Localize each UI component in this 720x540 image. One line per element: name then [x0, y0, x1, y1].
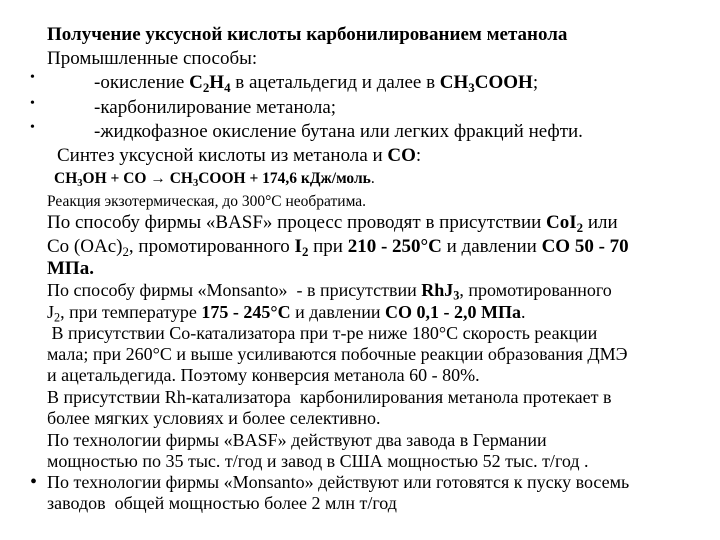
monsanto-line-1: По способу фирмы «Monsanto» - в присутствии RhJ$_3$, промотированного — [47, 280, 612, 303]
page-title: Получение уксусной кислоты карбонилированием метанола — [47, 24, 568, 45]
synthesis-heading: Синтез уксусной кислоты из метанола и СО: — [57, 145, 422, 166]
plants-line-3: По технологии фирмы «Monsanto» действуют или готовятся к пуску восемь — [47, 472, 630, 492]
basf-line-2: Со $(OAc)_2$, промотированного $I_2$ при 210 - 250°С и давлении СО 50 - 70 — [47, 236, 629, 259]
co-catalyst-line-3: и ацетальдегида. Поэтому конверсия метанола 60 - 80%. — [47, 365, 480, 385]
reaction-note: Реакция экзотермическая, до 300°С необратима. — [47, 193, 367, 210]
co-catalyst-line-2: мала; при 260°С и выше усиливаются побочные реакции образования ДМЭ — [47, 344, 628, 364]
co-catalyst-line-1: В присутствии Со-катализатора при т-ре ниже 180°С скорость реакции — [47, 323, 598, 343]
reaction-equation: $СН_3ОН$ + СО → $СН_3СООН + 174,6$ кДж/моль. — [54, 170, 375, 190]
basf-line-3: МПа. — [47, 258, 94, 279]
monsanto-line-2: $J_2$, при температуре 175 - 245°С и давлении СО 0,1 - 2,0 МПа. — [47, 302, 526, 325]
bullet-method-2: • — [30, 96, 35, 111]
plants-line-4: заводов общей мощностью более 2 млн т/год — [47, 493, 397, 513]
bullet-plants: • — [30, 471, 38, 493]
plants-line-2: мощностью по 35 тыс. т/год и завод в США мощностью 52 тыс. т/год . — [47, 451, 589, 471]
plants-line-1: По технологии фирмы «BASF» действуют два завода в Германии — [47, 430, 547, 450]
rh-catalyst-line-1: В присутствии Rh-катализатора карбонилирования метанола протекает в — [47, 387, 612, 407]
industrial-heading: Промышленные способы: — [47, 48, 258, 69]
method-liquid-phase-oxidation: -жидкофазное окисление бутана или легких фракций нефти. — [94, 121, 583, 142]
method-carbonylation: -карбонилирование метанола; — [94, 97, 337, 118]
basf-line-1: По способу фирмы «BASF» процесс проводят в присутствии CoI$_2$ или — [47, 212, 618, 235]
rh-catalyst-line-2: более мягких условиях и более селективно. — [47, 408, 381, 428]
bullet-method-1: • — [30, 70, 35, 85]
method-oxidation-ethylene: -окисление $С_2Н_4$ в ацетальдегид и далее в $СН_3СООН$; — [94, 72, 539, 95]
bullet-method-3: • — [30, 120, 35, 135]
